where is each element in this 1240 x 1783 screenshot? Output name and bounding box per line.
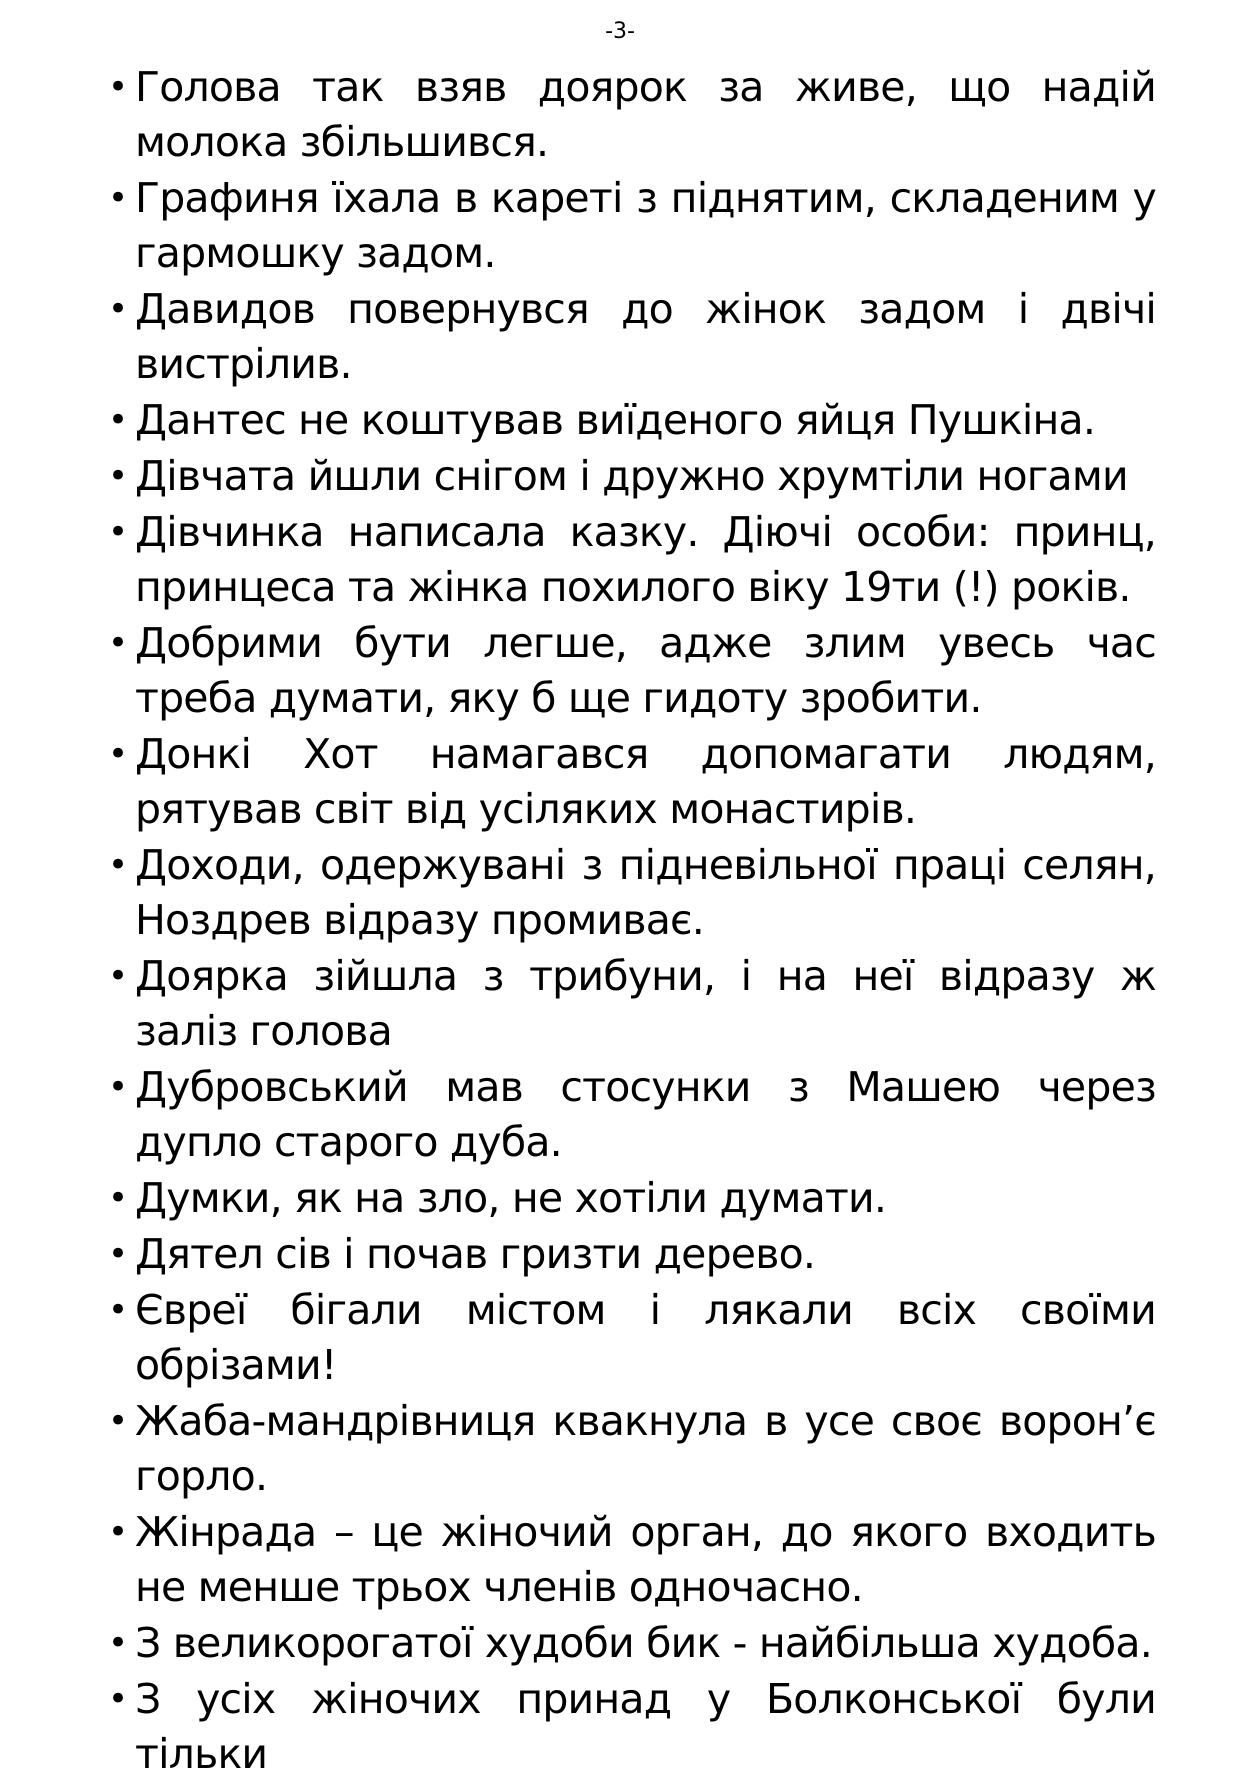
list-item (108, 727, 1156, 837)
list-item (108, 60, 1156, 170)
list-item (108, 449, 1156, 504)
list-item (108, 838, 1156, 948)
list-item-text: Давидов повернувся до жінок задом і двічі вистрілив. (135, 285, 1156, 388)
list-item (108, 393, 1156, 448)
list-item-text: З усіх жіночих принад у Болконської були тільки (135, 1675, 1156, 1778)
bullet-icon: • (108, 1401, 128, 1441)
list-item-text: Дантес не коштував виїденого яйця Пушкіна. (135, 396, 1096, 444)
bullet-icon: • (108, 1290, 128, 1330)
list-item (108, 1394, 1156, 1504)
bullet-icon: • (108, 67, 128, 107)
bullet-icon: • (108, 845, 128, 885)
bullet-icon: • (108, 1234, 128, 1274)
bullet-icon: • (108, 512, 128, 552)
list-item-text: Доходи, одержувані з підневільної праці селян, Ноздрев відразу промиває. (135, 841, 1156, 944)
bullet-icon: • (108, 289, 128, 329)
list-item-text: Добрими бути легше, адже злим увесь час треба думати, яку б ще гидоту зробити. (135, 619, 1156, 722)
list-item (108, 282, 1156, 392)
bullet-icon: • (108, 1679, 128, 1719)
list-item (108, 1227, 1156, 1282)
list-item (108, 616, 1156, 726)
list-item (108, 949, 1156, 1059)
list-item-text: Дівчата йшли снігом і дружно хрумтіли ногами (135, 452, 1128, 500)
bullet-icon: • (108, 1178, 128, 1218)
list-item (108, 1616, 1156, 1671)
bullet-icon: • (108, 734, 128, 774)
list-item-text: Донкі Хот намагався допомагати людям, рятував світ від усіляких монастирів. (135, 730, 1156, 833)
list-item-text: Голова так взяв доярок за живе, що надій молока збільшився. (135, 63, 1156, 166)
list-item (108, 171, 1156, 281)
list-item (108, 1672, 1156, 1782)
list-item (108, 1283, 1156, 1393)
list-item (108, 1171, 1156, 1226)
list-item-text: Доярка зійшла з трибуни, і на неї відразу ж заліз голова (135, 952, 1156, 1055)
list-item-text: Думки, як на зло, не хотіли думати. (135, 1174, 887, 1222)
bullet-icon: • (108, 956, 128, 996)
list-item-text: Жінрада – це жіночий орган, до якого входить не менше трьох членів одночасно. (135, 1508, 1156, 1611)
list-item-text: Євреї бігали містом і лякали всіх своїми обрізами! (135, 1286, 1156, 1389)
bullet-icon: • (108, 1512, 128, 1552)
bullet-list (108, 60, 1156, 1783)
bullet-icon: • (108, 178, 128, 218)
list-item-text: Дівчинка написала казку. Діючі особи: принц, принцеса та жінка похилого віку 19ти (!) років. (135, 508, 1156, 611)
page-number: -3- (605, 19, 635, 44)
list-item-text: Жаба-мандрівниця квакнула в усе своє ворон’є горло. (135, 1397, 1156, 1500)
bullet-icon: • (108, 400, 128, 440)
bullet-icon: • (108, 1067, 128, 1107)
list-item (108, 505, 1156, 615)
list-item (108, 1060, 1156, 1170)
list-item-text: Графиня їхала в кареті з піднятим, складеним у гармошку задом. (135, 174, 1156, 277)
list-item-text: Дубровський мав стосунки з Машею через дупло старого дуба. (135, 1063, 1156, 1166)
list-item-text: Дятел сів і почав гризти дерево. (135, 1230, 816, 1278)
list-item-text: З великорогатої худоби бик - найбільша худоба. (135, 1619, 1152, 1667)
bullet-icon: • (108, 456, 128, 496)
list-item (108, 1505, 1156, 1615)
bullet-icon: • (108, 623, 128, 663)
bullet-icon: • (108, 1623, 128, 1663)
